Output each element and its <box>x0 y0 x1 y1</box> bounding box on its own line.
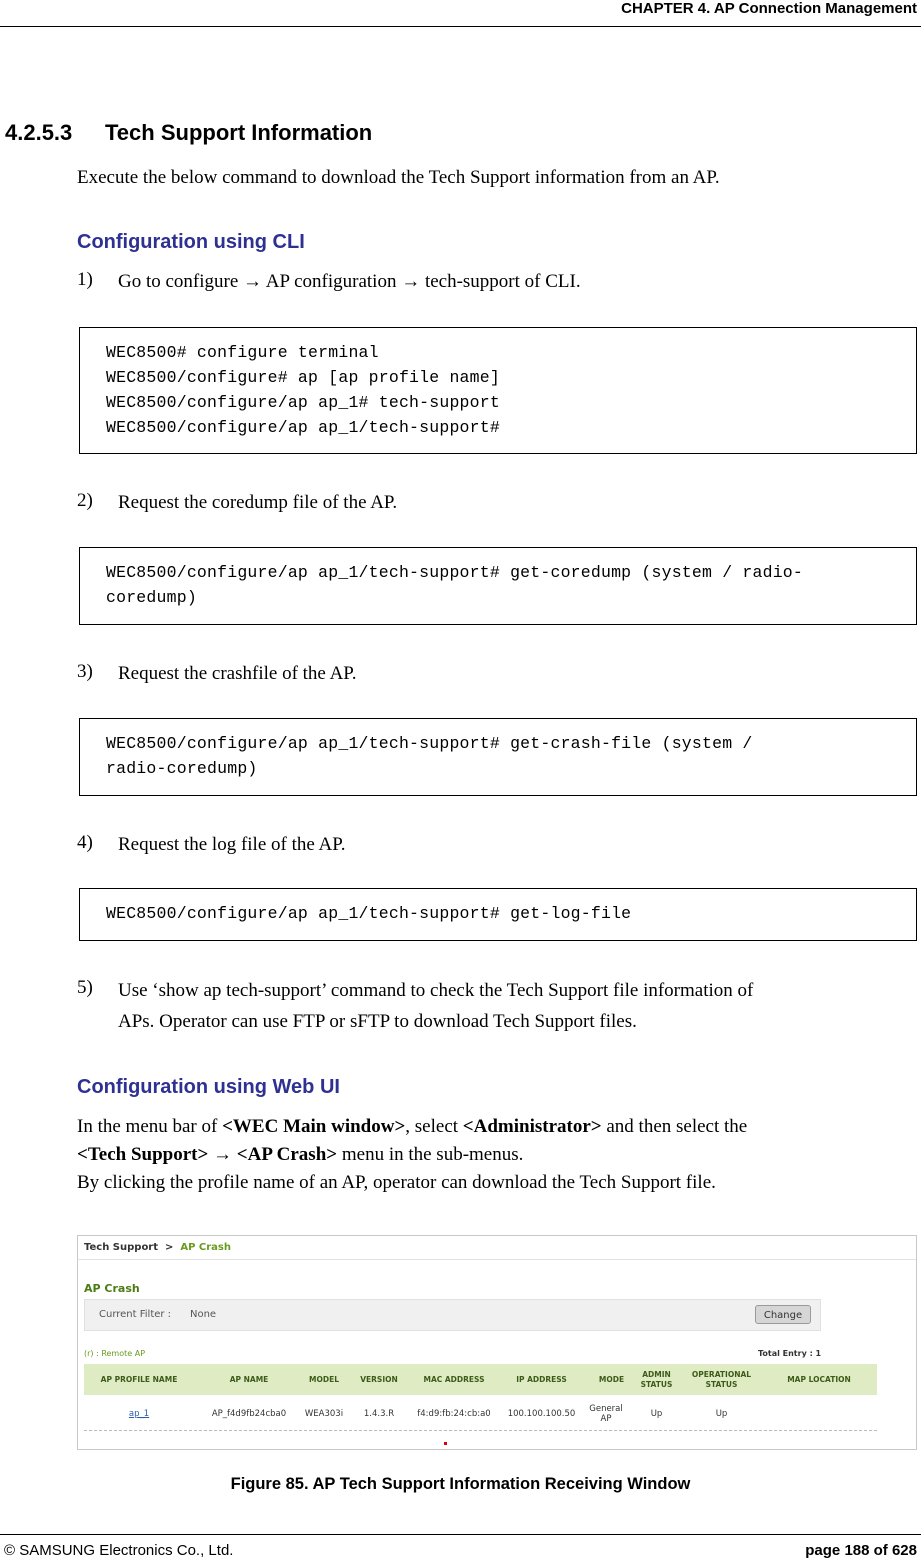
code-line: coredump) <box>106 588 197 607</box>
figure-caption: Figure 85. AP Tech Support Information Receiving Window <box>230 1475 691 1493</box>
text-run: In the menu bar of <box>77 1116 223 1137</box>
step-1-number: 1) <box>77 269 93 290</box>
column-header[interactable]: IP ADDRESS <box>516 1374 567 1384</box>
ap-profile-link[interactable]: ap_1 <box>128 1409 150 1419</box>
code-block-1 <box>79 327 917 454</box>
code-block-4 <box>79 888 917 941</box>
section-number: 4.2.5.3 <box>5 120 73 145</box>
code-line: WEC8500/configure/ap ap_1/tech-support# <box>106 418 500 437</box>
step-4-number: 4) <box>77 832 93 853</box>
column-header[interactable]: ADMIN STATUS <box>640 1369 673 1389</box>
cell-map-location <box>764 1402 874 1426</box>
change-filter-button[interactable]: Change <box>755 1305 811 1324</box>
code-line: WEC8500# configure terminal <box>106 343 379 362</box>
breadcrumb <box>84 1242 231 1253</box>
webui-line-3: By clicking the profile name of an AP, operator can download the Tech Support file. <box>77 1172 716 1193</box>
step-2-number: 2) <box>77 490 93 511</box>
webui-line-1 <box>77 1113 907 1141</box>
breadcrumb-separator: > <box>165 1242 174 1253</box>
filter-value: None <box>190 1309 217 1320</box>
footer-page-number: page 188 of 628 <box>805 1542 917 1559</box>
code-line: WEC8500/configure/ap ap_1/tech-support# get-log-file <box>106 904 632 923</box>
chapter-header: CHAPTER 4. AP Connection Management <box>621 0 917 17</box>
text-run: and then select the <box>601 1116 748 1137</box>
remote-ap-legend: (r) : Remote AP <box>84 1349 146 1358</box>
cell-operational-status: Up <box>715 1409 728 1419</box>
cell-model: WEA303i <box>304 1409 344 1419</box>
code-line: WEC8500/configure# ap [ap profile name] <box>106 368 500 387</box>
code-block-2 <box>79 547 917 625</box>
code-block-3 <box>79 718 917 796</box>
step-3-text: Request the crashfile of the AP. <box>118 663 357 684</box>
total-entry: Total Entry : 1 <box>758 1349 822 1358</box>
column-header[interactable]: OPERATIONAL STATUS <box>691 1369 752 1389</box>
column-header[interactable]: AP PROFILE NAME <box>100 1374 178 1384</box>
step-5-text <box>118 975 753 1037</box>
text-run: , select <box>405 1116 463 1137</box>
cli-heading: Configuration using CLI <box>77 231 305 253</box>
column-header[interactable]: MODEL <box>309 1374 339 1384</box>
row-divider <box>84 1430 877 1431</box>
menu-ref-tech-support: <Tech Support> <box>77 1144 209 1165</box>
menu-ref-ap-crash: <AP Crash> <box>236 1144 338 1165</box>
table-header <box>84 1364 877 1395</box>
cell-admin-status: Up <box>650 1409 663 1419</box>
step-5-line-2: APs. Operator can use FTP or sFTP to download Tech Support files. <box>118 1011 637 1032</box>
ap-crash-screenshot <box>77 1235 917 1450</box>
section-title-text: Tech Support Information <box>105 120 373 145</box>
column-header[interactable]: MAP LOCATION <box>787 1374 851 1384</box>
cell-ap-name: AP_f4d9fb24cba0 <box>211 1409 287 1419</box>
footer-copyright: © SAMSUNG Electronics Co., Ltd. <box>4 1542 234 1559</box>
step-1-text: Go to configure → AP configuration → tech-support of CLI. <box>118 271 581 292</box>
header-divider <box>0 26 921 27</box>
menu-ref-administrator: <Administrator> <box>462 1116 602 1137</box>
step-2-text: Request the coredump file of the AP. <box>118 492 398 513</box>
cell-ip-address: 100.100.100.50 <box>507 1409 576 1419</box>
column-header[interactable]: AP NAME <box>229 1374 269 1384</box>
breadcrumb-ap-crash: AP Crash <box>180 1242 231 1253</box>
filter-label: Current Filter : <box>99 1309 172 1320</box>
column-header[interactable]: MODE <box>598 1374 625 1384</box>
column-header[interactable]: VERSION <box>360 1374 398 1384</box>
cell-mac-address: f4:d9:fb:24:cb:a0 <box>417 1409 491 1419</box>
cell-mode: General AP <box>589 1404 623 1424</box>
column-header[interactable]: MAC ADDRESS <box>423 1374 485 1384</box>
page-title: AP Crash <box>84 1282 140 1295</box>
footer-divider <box>0 1534 921 1535</box>
code-line: WEC8500/configure/ap ap_1/tech-support# get-coredump (system / radio- <box>106 563 804 582</box>
step-3-number: 3) <box>77 661 93 682</box>
breadcrumb-tech-support[interactable]: Tech Support <box>84 1242 159 1253</box>
arrow-icon: → <box>208 1144 237 1165</box>
menu-ref-main-window: <WEC Main window> <box>222 1116 406 1137</box>
section-intro: Execute the below command to download the Tech Support information from an AP. <box>77 167 720 188</box>
breadcrumb-divider <box>78 1259 916 1260</box>
webui-paragraph <box>77 1113 907 1197</box>
webui-line-2 <box>77 1141 907 1169</box>
webui-heading: Configuration using Web UI <box>77 1076 340 1098</box>
step-5-line-1: Use ‘show ap tech-support’ command to check the Tech Support file information of <box>118 980 754 1001</box>
cell-ap-profile-name <box>84 1402 194 1426</box>
code-line: WEC8500/configure/ap ap_1# tech-support <box>106 393 500 412</box>
code-line: WEC8500/configure/ap ap_1/tech-support# get-crash-file (system / <box>106 734 753 753</box>
step-4-text: Request the log file of the AP. <box>118 834 346 855</box>
text-run: menu in the sub-menus. <box>337 1144 524 1165</box>
cell-version: 1.4.3.R <box>363 1409 395 1419</box>
scroll-marker <box>444 1442 447 1445</box>
filter-bar <box>84 1299 821 1331</box>
step-5-number: 5) <box>77 977 93 998</box>
code-line: radio-coredump) <box>106 759 258 778</box>
section-title <box>5 120 372 146</box>
